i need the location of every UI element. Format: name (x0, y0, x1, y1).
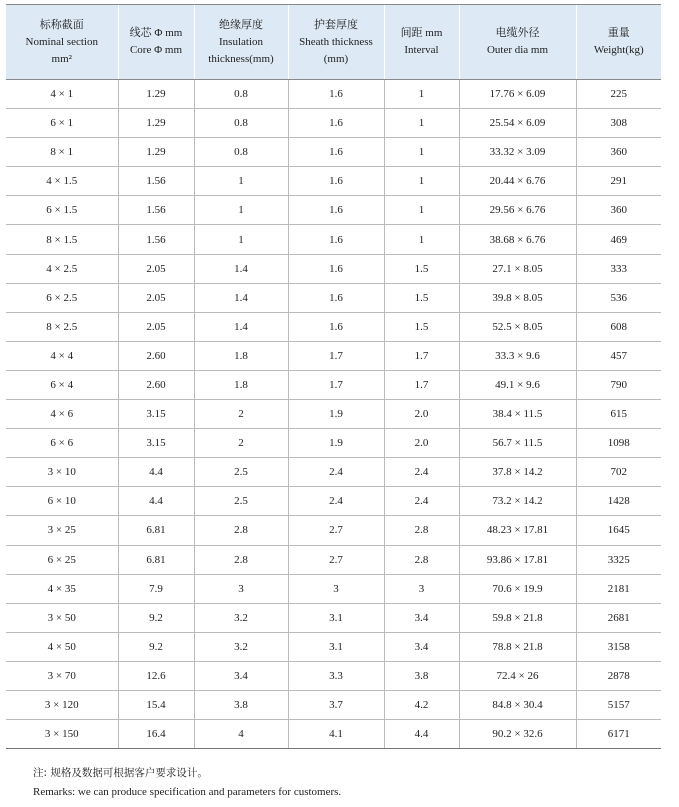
cell-nominal-section: 6 × 1 (6, 109, 118, 138)
table-row (6, 109, 661, 138)
cell-sheath: 1.9 (288, 429, 384, 458)
cell-nominal-section: 3 × 70 (6, 661, 118, 690)
cell-core-diameter: 2.60 (118, 341, 194, 370)
table-row (6, 632, 661, 661)
table-row (6, 225, 661, 254)
cell-core-diameter: 2.05 (118, 254, 194, 283)
cell-interval: 1 (384, 167, 459, 196)
cell-sheath: 2.4 (288, 487, 384, 516)
cell-insulation: 3.2 (194, 632, 288, 661)
header-outer-diameter: 电缆外径 Outer dia mm (459, 5, 576, 80)
cell-weight: 608 (576, 312, 661, 341)
cell-sheath: 1.7 (288, 370, 384, 399)
cell-nominal-section: 3 × 120 (6, 690, 118, 719)
cell-interval: 2.8 (384, 516, 459, 545)
cell-sheath: 1.9 (288, 400, 384, 429)
table-row (6, 545, 661, 574)
table-row (6, 603, 661, 632)
cell-weight: 536 (576, 283, 661, 312)
remark-chinese: 注: 规格及数据可根据客户要求设计。 (33, 767, 208, 779)
cell-outer-diameter: 49.1 × 9.6 (459, 370, 576, 399)
table-header-row (6, 5, 661, 80)
cell-insulation: 1.8 (194, 341, 288, 370)
table-row (6, 196, 661, 225)
cell-weight: 469 (576, 225, 661, 254)
cell-nominal-section: 6 × 4 (6, 370, 118, 399)
cell-weight: 360 (576, 196, 661, 225)
cell-sheath: 2.4 (288, 458, 384, 487)
cell-interval: 2.4 (384, 487, 459, 516)
cell-core-diameter: 1.29 (118, 109, 194, 138)
header-insulation-thickness: 绝缘厚度 Insulation thickness(mm) (194, 5, 288, 80)
cell-nominal-section: 3 × 50 (6, 603, 118, 632)
table-row (6, 370, 661, 399)
cell-core-diameter: 7.9 (118, 574, 194, 603)
cell-interval: 3.4 (384, 632, 459, 661)
cell-interval: 1.7 (384, 341, 459, 370)
cell-core-diameter: 1.56 (118, 167, 194, 196)
cell-core-diameter: 2.05 (118, 312, 194, 341)
table-row (6, 283, 661, 312)
cell-sheath: 1.6 (288, 283, 384, 312)
cell-outer-diameter: 70.6 × 19.9 (459, 574, 576, 603)
cell-weight: 360 (576, 138, 661, 167)
cell-sheath: 1.6 (288, 312, 384, 341)
header-interval: 间距 mm Interval (384, 5, 459, 80)
cell-nominal-section: 6 × 6 (6, 429, 118, 458)
cell-insulation: 2 (194, 429, 288, 458)
cell-insulation: 2.5 (194, 487, 288, 516)
cell-insulation: 0.8 (194, 80, 288, 109)
cell-nominal-section: 6 × 1.5 (6, 196, 118, 225)
cell-interval: 2.8 (384, 545, 459, 574)
cell-core-diameter: 1.56 (118, 225, 194, 254)
cell-interval: 1 (384, 196, 459, 225)
cell-interval: 4.2 (384, 690, 459, 719)
cell-weight: 333 (576, 254, 661, 283)
cell-interval: 3.4 (384, 603, 459, 632)
cell-sheath: 1.6 (288, 109, 384, 138)
cell-core-diameter: 16.4 (118, 720, 194, 749)
cell-nominal-section: 4 × 4 (6, 341, 118, 370)
cell-sheath: 2.7 (288, 545, 384, 574)
cell-weight: 615 (576, 400, 661, 429)
cell-sheath: 1.7 (288, 341, 384, 370)
cell-core-diameter: 2.60 (118, 370, 194, 399)
cell-interval: 1 (384, 225, 459, 254)
table-row (6, 167, 661, 196)
cell-weight: 1645 (576, 516, 661, 545)
cell-insulation: 1 (194, 225, 288, 254)
cell-sheath: 3.3 (288, 661, 384, 690)
table-row (6, 80, 661, 109)
cell-interval: 3 (384, 574, 459, 603)
cell-outer-diameter: 78.8 × 21.8 (459, 632, 576, 661)
cell-weight: 2878 (576, 661, 661, 690)
cell-outer-diameter: 73.2 × 14.2 (459, 487, 576, 516)
cell-nominal-section: 4 × 35 (6, 574, 118, 603)
cell-outer-diameter: 56.7 × 11.5 (459, 429, 576, 458)
cell-core-diameter: 12.6 (118, 661, 194, 690)
cell-weight: 1428 (576, 487, 661, 516)
cell-outer-diameter: 27.1 × 8.05 (459, 254, 576, 283)
cell-nominal-section: 4 × 6 (6, 400, 118, 429)
cell-insulation: 3.8 (194, 690, 288, 719)
cell-core-diameter: 1.29 (118, 138, 194, 167)
cell-insulation: 2.5 (194, 458, 288, 487)
header-core-diameter: 线芯 Φ mm Core Φ mm (118, 5, 194, 80)
table-body (6, 80, 661, 749)
cell-insulation: 2.8 (194, 545, 288, 574)
cell-outer-diameter: 29.56 × 6.76 (459, 196, 576, 225)
cell-outer-diameter: 20.44 × 6.76 (459, 167, 576, 196)
cell-interval: 1.7 (384, 370, 459, 399)
cell-sheath: 1.6 (288, 167, 384, 196)
cell-core-diameter: 4.4 (118, 487, 194, 516)
cell-insulation: 2.8 (194, 516, 288, 545)
cell-insulation: 1 (194, 167, 288, 196)
cell-core-diameter: 9.2 (118, 632, 194, 661)
table-row (6, 690, 661, 719)
cell-weight: 1098 (576, 429, 661, 458)
table-row (6, 487, 661, 516)
cell-nominal-section: 6 × 25 (6, 545, 118, 574)
table-row (6, 429, 661, 458)
cell-core-diameter: 9.2 (118, 603, 194, 632)
cell-core-diameter: 1.29 (118, 80, 194, 109)
cell-interval: 1.5 (384, 312, 459, 341)
cell-sheath: 2.7 (288, 516, 384, 545)
table-row (6, 516, 661, 545)
cell-interval: 1.5 (384, 254, 459, 283)
cable-spec-table (6, 4, 661, 749)
cell-core-diameter: 3.15 (118, 400, 194, 429)
table-row (6, 720, 661, 749)
table-row (6, 138, 661, 167)
cell-insulation: 3.2 (194, 603, 288, 632)
cell-interval: 4.4 (384, 720, 459, 749)
cell-core-diameter: 6.81 (118, 516, 194, 545)
cell-nominal-section: 8 × 2.5 (6, 312, 118, 341)
cell-outer-diameter: 52.5 × 8.05 (459, 312, 576, 341)
table-row (6, 661, 661, 690)
cell-nominal-section: 6 × 2.5 (6, 283, 118, 312)
cell-weight: 5157 (576, 690, 661, 719)
cell-nominal-section: 8 × 1.5 (6, 225, 118, 254)
cell-insulation: 1.4 (194, 312, 288, 341)
cell-weight: 790 (576, 370, 661, 399)
cell-weight: 6171 (576, 720, 661, 749)
cell-weight: 2681 (576, 603, 661, 632)
cell-insulation: 3 (194, 574, 288, 603)
cell-sheath: 1.6 (288, 225, 384, 254)
cell-interval: 1 (384, 138, 459, 167)
cell-weight: 3325 (576, 545, 661, 574)
cell-insulation: 1 (194, 196, 288, 225)
cell-core-diameter: 15.4 (118, 690, 194, 719)
cell-nominal-section: 3 × 25 (6, 516, 118, 545)
cell-outer-diameter: 59.8 × 21.8 (459, 603, 576, 632)
cell-weight: 308 (576, 109, 661, 138)
cell-insulation: 4 (194, 720, 288, 749)
cell-insulation: 0.8 (194, 138, 288, 167)
cell-weight: 3158 (576, 632, 661, 661)
cell-outer-diameter: 17.76 × 6.09 (459, 80, 576, 109)
cell-interval: 2.0 (384, 400, 459, 429)
cell-interval: 2.4 (384, 458, 459, 487)
cell-sheath: 1.6 (288, 80, 384, 109)
cell-interval: 1 (384, 80, 459, 109)
cell-outer-diameter: 33.3 × 9.6 (459, 341, 576, 370)
cell-sheath: 3.1 (288, 632, 384, 661)
cell-sheath: 1.6 (288, 196, 384, 225)
cell-weight: 702 (576, 458, 661, 487)
cell-interval: 1.5 (384, 283, 459, 312)
cell-weight: 2181 (576, 574, 661, 603)
table-row (6, 400, 661, 429)
table-row (6, 254, 661, 283)
cell-sheath: 3.1 (288, 603, 384, 632)
cell-insulation: 1.8 (194, 370, 288, 399)
cell-outer-diameter: 38.68 × 6.76 (459, 225, 576, 254)
table-row (6, 312, 661, 341)
cell-core-diameter: 1.56 (118, 196, 194, 225)
cell-outer-diameter: 84.8 × 30.4 (459, 690, 576, 719)
cell-outer-diameter: 25.54 × 6.09 (459, 109, 576, 138)
cell-sheath: 1.6 (288, 254, 384, 283)
cell-sheath: 4.1 (288, 720, 384, 749)
cell-core-diameter: 4.4 (118, 458, 194, 487)
cell-outer-diameter: 72.4 × 26 (459, 661, 576, 690)
remark-english: Remarks: we can produce specification and parameters for customers. (33, 786, 342, 798)
cell-nominal-section: 3 × 150 (6, 720, 118, 749)
cell-sheath: 3 (288, 574, 384, 603)
cell-interval: 2.0 (384, 429, 459, 458)
cell-outer-diameter: 37.8 × 14.2 (459, 458, 576, 487)
cell-interval: 3.8 (384, 661, 459, 690)
cell-sheath: 1.6 (288, 138, 384, 167)
cell-outer-diameter: 90.2 × 32.6 (459, 720, 576, 749)
table-row (6, 574, 661, 603)
cell-nominal-section: 8 × 1 (6, 138, 118, 167)
cell-weight: 457 (576, 341, 661, 370)
cell-core-diameter: 6.81 (118, 545, 194, 574)
cell-outer-diameter: 93.86 × 17.81 (459, 545, 576, 574)
cell-sheath: 3.7 (288, 690, 384, 719)
cell-nominal-section: 3 × 10 (6, 458, 118, 487)
cell-nominal-section: 4 × 2.5 (6, 254, 118, 283)
cell-insulation: 3.4 (194, 661, 288, 690)
cell-core-diameter: 2.05 (118, 283, 194, 312)
cell-outer-diameter: 48.23 × 17.81 (459, 516, 576, 545)
cell-insulation: 0.8 (194, 109, 288, 138)
cell-insulation: 1.4 (194, 254, 288, 283)
cell-outer-diameter: 39.8 × 8.05 (459, 283, 576, 312)
table-row (6, 341, 661, 370)
cell-weight: 225 (576, 80, 661, 109)
cell-weight: 291 (576, 167, 661, 196)
header-sheath-thickness: 护套厚度 Sheath thickness (mm) (288, 5, 384, 80)
header-nominal-section: 标称截面 Nominal section mm² (6, 5, 118, 80)
cell-outer-diameter: 38.4 × 11.5 (459, 400, 576, 429)
cell-outer-diameter: 33.32 × 3.09 (459, 138, 576, 167)
cell-insulation: 1.4 (194, 283, 288, 312)
cell-nominal-section: 4 × 1 (6, 80, 118, 109)
cell-nominal-section: 4 × 1.5 (6, 167, 118, 196)
cell-core-diameter: 3.15 (118, 429, 194, 458)
cell-interval: 1 (384, 109, 459, 138)
cell-nominal-section: 4 × 50 (6, 632, 118, 661)
cell-nominal-section: 6 × 10 (6, 487, 118, 516)
header-weight: 重量 Weight(kg) (576, 5, 661, 80)
table-row (6, 458, 661, 487)
cell-insulation: 2 (194, 400, 288, 429)
